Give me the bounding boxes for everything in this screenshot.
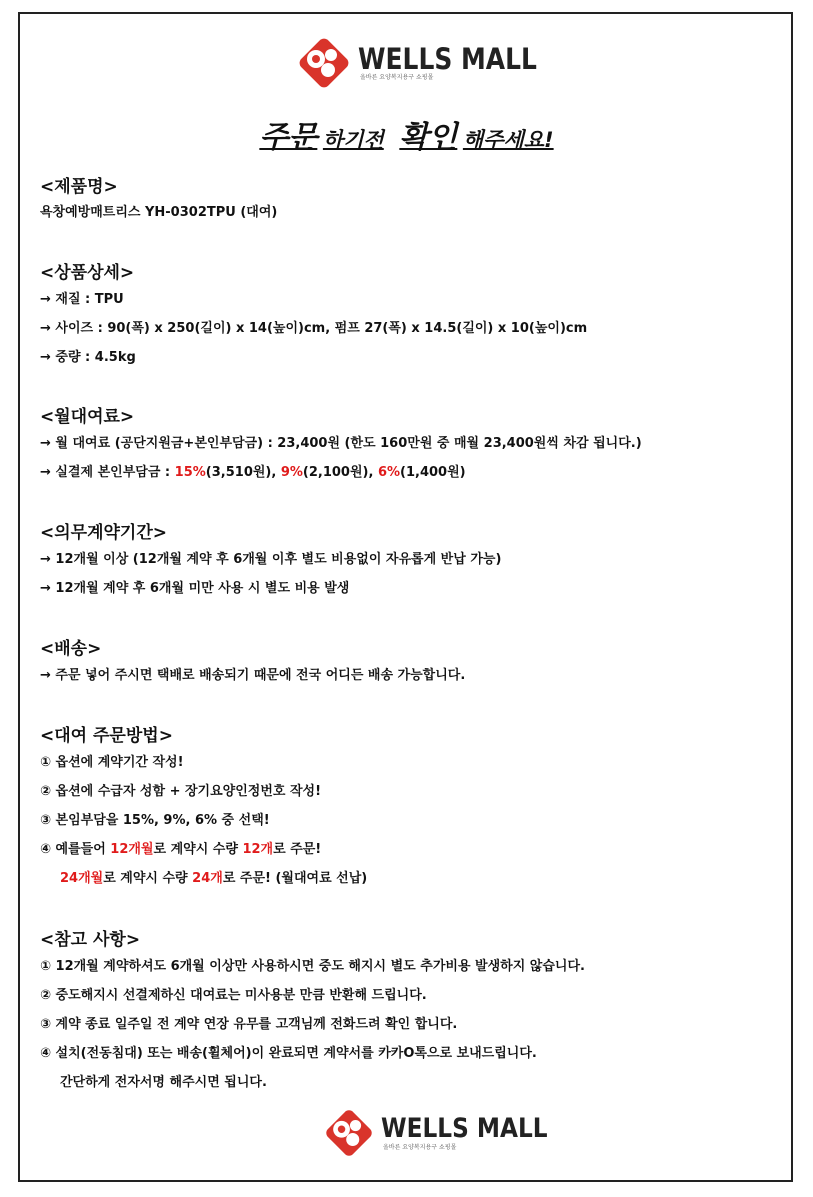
order-step-4-qty: 12개 — [242, 842, 274, 857]
copay-amount-6: (1,400원) — [400, 465, 466, 480]
order-step-3: ③ 본임부담을 15%, 9%, 6% 중 선택! — [40, 813, 270, 828]
wells-mall-logo-icon — [294, 34, 354, 92]
copay-rate-15: 15% — [174, 465, 206, 480]
brand-tagline: 올바른 요양복지용구 쇼핑몰 — [360, 74, 434, 81]
copay-amount-15: (3,510원), — [205, 465, 281, 480]
order-step-2: ② 옵션에 수급자 성함 + 장기요양인정번호 작성! — [40, 784, 322, 799]
detail-material: → 재질 : TPU — [40, 292, 124, 307]
page-frame — [18, 12, 793, 1182]
headline-part1: 주문 — [259, 120, 318, 155]
copay-amount-9: (2,100원), — [302, 465, 378, 480]
headline-part4: 해주세요! — [462, 128, 554, 152]
order-step-4-c: 로 계약시 수량 — [153, 842, 243, 857]
logo-bottom — [321, 1106, 575, 1160]
note-4-continued: 간단하게 전자서명 해주시면 됩니다. — [60, 1075, 267, 1090]
monthly-fee-line: → 월 대여료 (공단지원금+본인부담금) : 23,400원 (한도 160만원 중 매월 23,400원씩 차감 됩니다.) — [40, 436, 642, 451]
copay-line — [40, 461, 466, 480]
headline-part3: 확인 — [399, 120, 458, 155]
section-heading-monthly-fee: <월대여료> — [40, 407, 135, 427]
contract-line-1: → 12개월 이상 (12개월 계약 후 6개월 이후 별도 비용없이 자유롭게 반납 가능) — [40, 552, 502, 567]
order-step-4-a: ④ 예를들어 — [40, 842, 111, 857]
section-heading-shipping: <배송> — [40, 639, 102, 659]
order-step-4b-qty: 24개 — [192, 871, 223, 886]
order-step-4-months: 12개월 — [110, 842, 154, 857]
order-step-4b-b: 로 계약시 수량 — [103, 871, 193, 886]
section-heading-product-name: <제품명> — [40, 177, 118, 197]
copay-rate-6: 6% — [377, 465, 401, 480]
order-step-4-e: 로 주문! — [273, 842, 322, 857]
detail-weight: → 중량 : 4.5kg — [40, 350, 136, 365]
brand-name: WELLS MALL — [358, 42, 537, 76]
headline-part2: 하기전 — [322, 128, 384, 152]
brand-name-bottom: WELLS MALL — [381, 1113, 548, 1144]
section-heading-notes: <참고 사항> — [40, 930, 141, 950]
section-heading-order-method: <대여 주문방법> — [40, 726, 173, 746]
contract-line-2: → 12개월 계약 후 6개월 미만 사용 시 별도 비용 발생 — [40, 581, 350, 596]
note-3: ③ 계약 종료 일주일 전 계약 연장 유무를 고객님께 전화드려 확인 합니다. — [40, 1017, 458, 1032]
shipping-line-1: → 주문 넣어 주시면 택배로 배송되기 때문에 전국 어디든 배송 가능합니다. — [40, 668, 466, 683]
order-step-4-continued — [60, 867, 367, 886]
brand-tagline-bottom: 올바른 요양복지용구 쇼핑몰 — [383, 1144, 457, 1151]
order-step-4b-months: 24개월 — [60, 871, 104, 886]
page-headline — [0, 112, 813, 156]
product-name-text: 욕창예방매트리스 YH-0302TPU (대여) — [40, 205, 278, 220]
note-4: ④ 설치(전동침대) 또는 배송(휠체어)이 완료되면 계약서를 카카O톡으로 보내드립니다. — [40, 1046, 537, 1061]
note-2: ② 중도해지시 선결제하신 대여료는 미사용분 만큼 반환해 드립니다. — [40, 988, 427, 1003]
section-heading-details: <상품상세> — [40, 263, 135, 283]
note-1: ① 12개월 계약하셔도 6개월 이상만 사용하시면 중도 해지시 별도 추가비용 발생하지 않습니다. — [40, 959, 585, 974]
logo-top — [294, 34, 566, 92]
wells-mall-logo-icon — [321, 1106, 377, 1160]
order-step-4 — [40, 838, 321, 857]
copay-rate-9: 9% — [280, 465, 303, 480]
detail-size: → 사이즈 : 90(폭) x 250(길이) x 14(높이)cm, 펌프 27(폭) x 14.5(길이) x 10(높이)cm — [40, 321, 588, 336]
order-step-4b-d: 로 주문! (월대여료 선납) — [222, 871, 368, 886]
copay-prefix: → 실결제 본인부담금 : — [40, 465, 175, 480]
order-step-1: ① 옵션에 계약기간 작성! — [40, 755, 184, 770]
section-heading-contract: <의무계약기간> — [40, 523, 168, 543]
